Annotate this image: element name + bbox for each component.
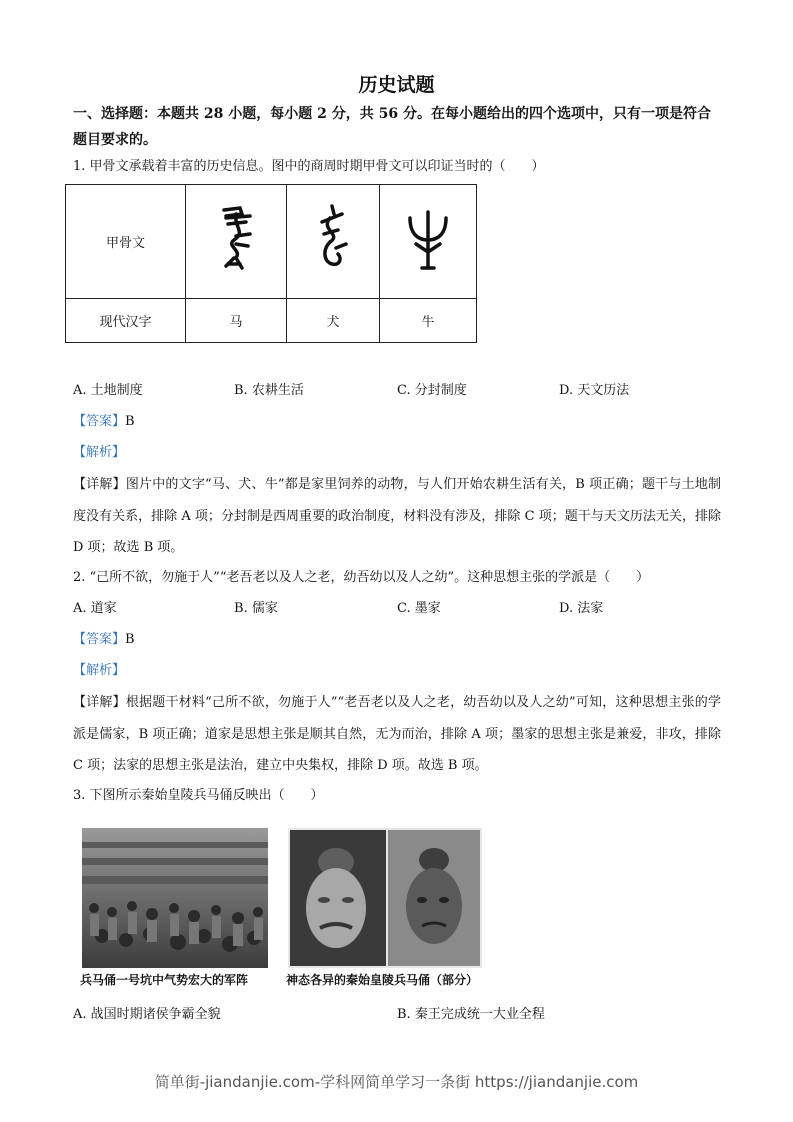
q1-stem: 1. 甲骨文承载着丰富的历史信息。图中的商周时期甲骨文可以印证当时的（ ） [73,159,545,174]
answer-value: B [125,632,135,647]
table-row-label-modern: 现代汉字 [66,299,186,343]
q3-stem: 3. 下图所示秦始皇陵兵马俑反映出（ ） [73,788,324,803]
q1-detail: 【详解】图片中的文字“马、犬、牛”都是家里饲养的动物，与人们开始农耕生活有关，B 项正确；题干与土地制度没有关系，排除 A 项；分封制是西周重要的政治制度，材料没有涉及，排除 C 项；题干与天文历法无关，排除 D 项；故选 B 项。 [73,477,721,555]
ox-glyph-icon [400,200,456,280]
section-heading: 一、选择题：本题共 28 小题，每小题 2 分，共 56 分。在每小题给出的四个选项中，只有一项是符合题目要求的。 [73,106,711,148]
dog-glyph-icon [308,200,358,280]
q1-option-a: A. 土地制度 [73,383,143,398]
terracotta-warrior-faces-photo [288,828,482,968]
footer-watermark: 简单街-jiandanjie.com-学科网简单学习一条街 https://jiandanjie.com [154,1073,639,1091]
oracle-glyph-dog [287,185,380,299]
modern-char-horse: 马 [186,299,287,343]
answer-tag: 【答案】 [73,414,126,429]
q2-option-c: C. 墨家 [397,601,441,616]
page-title: 历史试题 [358,74,435,96]
q1-option-c: C. 分封制度 [397,383,467,398]
q1-answer [73,413,135,431]
answer-value: B [125,414,135,429]
q2-answer [73,631,135,649]
q2-option-d: D. 法家 [559,601,604,616]
answer-tag: 【答案】 [73,632,126,647]
q2-stem: 2. “己所不欲，勿施于人”“老吾老以及人之老，幼吾幼以及人之幼”。这种思想主张的学派是（ ） [73,570,650,585]
q2-analysis-tag: 【解析】 [73,663,126,678]
table-row-label-oracle: 甲骨文 [66,185,186,299]
q2-option-b: B. 儒家 [234,601,278,616]
oracle-glyph-horse [186,185,287,299]
oracle-bone-table [65,184,477,343]
q1-option-b: B. 农耕生活 [234,383,304,398]
q2-detail: 【详解】根据题干材料“己所不欲，勿施于人”“老吾老以及人之老，幼吾幼以及人之幼”可知，这种思想主张的学派是儒家，B 项正确；道家是思想主张是顺其自然，无为而治，排除 A 项；墨家的思想主张是兼爱，非攻，排除 C 项；法家的思想主张是法治，建立中央集权，排除 D 项。故选 B 项。 [73,695,721,773]
q1-analysis-tag: 【解析】 [73,445,126,460]
modern-char-ox: 牛 [380,299,477,343]
q3-option-a: A. 战国时期诸侯争霸全貌 [73,1007,221,1022]
q3-option-b: B. 秦王完成统一大业全程 [397,1007,545,1022]
caption-left: 兵马俑一号坑中气势宏大的军阵 [80,973,249,987]
q2-option-a: A. 道家 [73,601,117,616]
terracotta-army-pit-photo [82,828,268,968]
modern-char-dog: 犬 [287,299,380,343]
oracle-glyph-ox [380,185,477,299]
caption-right: 神态各异的秦始皇陵兵马俑（部分） [286,973,479,987]
q1-option-d: D. 天文历法 [559,383,630,398]
horse-glyph-icon [206,200,266,280]
